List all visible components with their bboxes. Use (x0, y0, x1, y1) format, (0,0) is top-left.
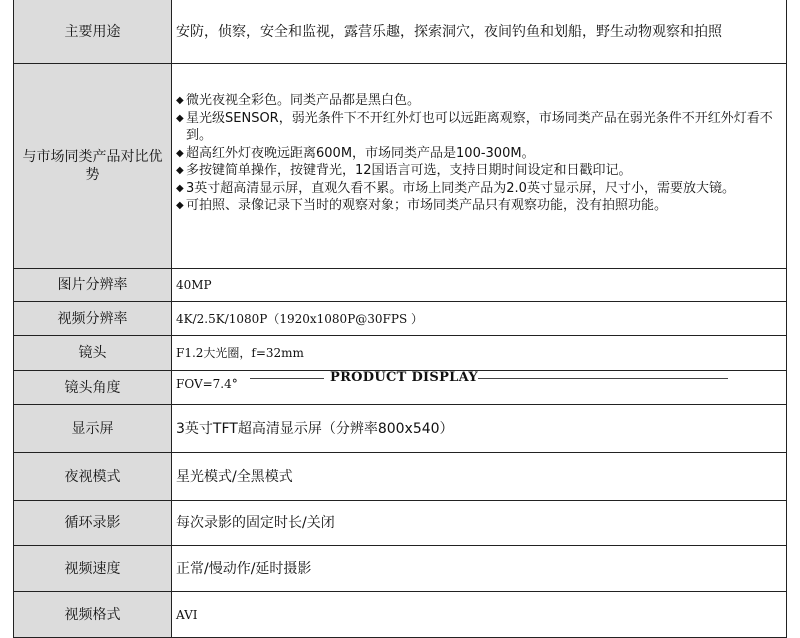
row-advantages (14, 64, 786, 269)
row-video-speed (14, 546, 786, 592)
advantage-item: ◆ 可拍照、录像记录下当时的观察对象；市场同类产品只有观察功能，没有拍照功能。 (176, 198, 668, 213)
value-display: 3英寸TFT超高清显示屏（分辨率800x540） (172, 405, 786, 452)
diamond-bullet-icon: ◆ (176, 95, 184, 106)
advantage-item: ◆ 微光夜视全彩色。同类产品都是黑白色。 (176, 93, 421, 108)
diamond-bullet-icon: ◆ (176, 182, 184, 194)
row-loop-record (14, 501, 786, 546)
label-photo-resolution: 图片分辨率 (14, 269, 172, 301)
diamond-bullet-icon: ◆ (176, 112, 184, 124)
value-photo-resolution: 40MP (172, 269, 786, 301)
label-loop-record: 循环录影 (14, 501, 172, 545)
label-night-mode: 夜视模式 (14, 453, 172, 500)
value-lens: F1.2大光圈，f=32mm (172, 336, 786, 370)
value-main-use: 安防，侦察，安全和监视，露营乐趣，探索洞穴，夜间钓鱼和划船，野生动物观察和拍照 (172, 0, 786, 63)
row-lens (14, 336, 786, 371)
advantage-item: ◆ 星光级SENSOR，弱光条件下不开红外灯也可以远距离观察，市场同类产品在弱光条件不开红外灯看不到。 (176, 110, 773, 143)
divider-right (478, 378, 728, 379)
label-video-speed: 视频速度 (14, 546, 172, 591)
row-video-format (14, 592, 786, 638)
label-main-use: 主要用途 (14, 0, 172, 63)
advantage-item: ◆ 3英寸超高清显示屏，直观久看不累。市场上同类产品为2.0英寸显示屏，尺寸小，需要放大镜。 (176, 180, 735, 196)
value-advantages (172, 64, 786, 268)
advantage-item: ◆ 超高红外灯夜晚远距离600M，市场同类产品是100-300M。 (176, 145, 535, 161)
row-photo-resolution (14, 269, 786, 302)
spec-table (13, 0, 787, 638)
diamond-bullet-icon: ◆ (176, 165, 184, 176)
label-video-format: 视频格式 (14, 592, 172, 637)
label-advantages: 与市场同类产品对比优势 (14, 64, 172, 268)
advantage-item: ◆ 多按键简单操作，按键背光，12国语言可选，支持日期时间设定和日戳印记。 (176, 163, 632, 178)
value-video-resolution: 4K/2.5K/1080P（1920x1080P@30FPS ） (172, 302, 786, 335)
value-night-mode: 星光模式/全黑模式 (172, 453, 786, 500)
row-night-mode (14, 453, 786, 501)
value-loop-record: 每次录影的固定时长/关闭 (172, 501, 786, 545)
label-lens-angle: 镜头角度 (14, 371, 172, 404)
label-video-resolution: 视频分辨率 (14, 302, 172, 335)
row-main-use (14, 0, 786, 64)
value-video-speed: 正常/慢动作/延时摄影 (172, 546, 786, 591)
divider-left (250, 378, 324, 379)
row-video-resolution (14, 302, 786, 336)
label-display: 显示屏 (14, 405, 172, 452)
diamond-bullet-icon: ◆ (176, 200, 184, 211)
diamond-bullet-icon: ◆ (176, 147, 184, 159)
value-video-format: AVI (172, 592, 786, 637)
advantages-list (176, 92, 782, 215)
product-display-title: PRODUCT DISPLAY (330, 370, 478, 385)
value-lens-angle: FOV=7.4° (172, 371, 786, 404)
row-display (14, 405, 786, 453)
label-lens: 镜头 (14, 336, 172, 370)
